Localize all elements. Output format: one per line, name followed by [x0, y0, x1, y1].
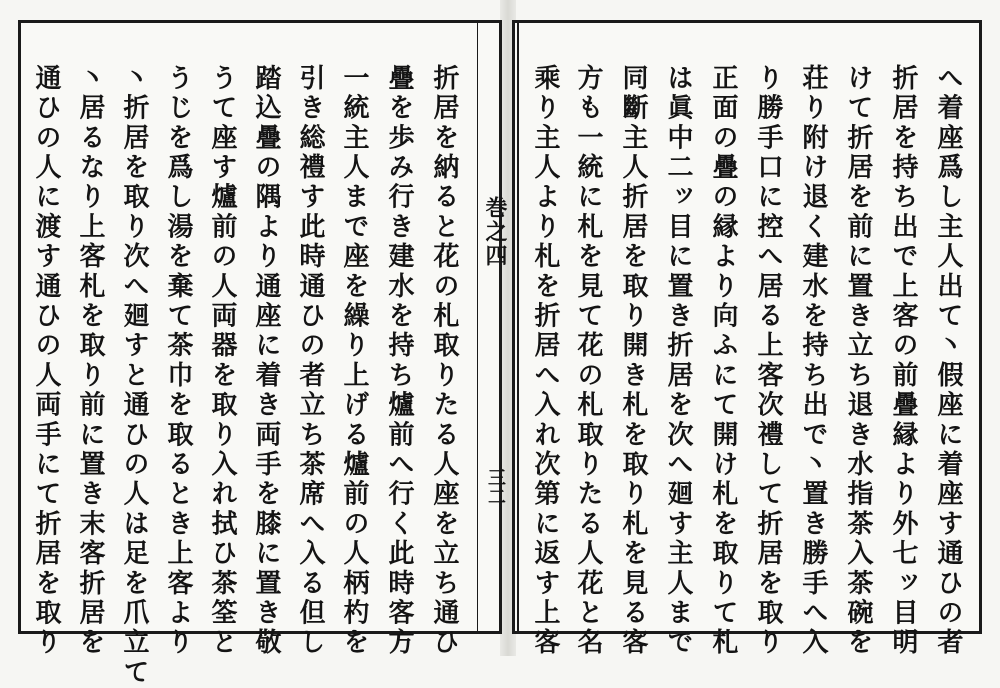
left-page-column: 疊を歩み行き建水を持ち爐前へ行く此時客方 — [384, 64, 414, 658]
right-page-column: けて折居を前に置き立ち退き水指茶入茶碗を — [843, 64, 873, 659]
right-page-column: り勝手口に控へ居る上客次禮して折居を取り — [753, 64, 783, 658]
right-page-column: 同斷主人折居を取り開き札を取り札を見る客 — [618, 64, 648, 659]
left-page-column: 一統主人まで座を繰り上げる爐前の人柄杓を — [339, 64, 369, 658]
volume-label: 巻之四 — [482, 196, 508, 268]
margin-strip — [477, 23, 503, 631]
left-page-column: 踏込疊の隅より通座に着き両手を膝に置き敬 — [251, 64, 281, 659]
right-page-column: 正面の疊の縁より向ふにて開け札を取りて札 — [708, 64, 738, 659]
right-page-column: 方も一統に札を見て花の札取りたる人花と名 — [573, 64, 603, 658]
right-page-column: 乘り主人より札を折居へ入れ次第に返す上客 — [530, 64, 560, 658]
right-page-column: は眞中二ッ目に置き折居を次へ廻す主人まで — [663, 64, 693, 658]
left-page-column: 丶折居を取り次へ廻すと通ひの人は足を爪立て — [119, 64, 149, 688]
left-page-column: うじを爲し湯を棄て茶巾を取るとき上客より — [163, 64, 193, 658]
left-page-column: 折居を納ると花の札取りたる人座を立ち通ひ — [429, 64, 459, 658]
page-number: 三二 — [485, 468, 506, 506]
left-page-column: うて座す爐前の人両器を取り入れ拭ひ茶筌と — [207, 64, 237, 659]
left-page-column: 丶居るなり上客札を取り前に置き末客折居を — [75, 64, 105, 659]
right-page-column: 荘り附け退く建水を持ち出で丶置き勝手へ入 — [798, 64, 828, 658]
left-page-column: 引き総禮す此時通ひの者立ち茶席へ入る但し — [295, 64, 325, 658]
left-page-column: 通ひの人に渡す通ひの人両手にて折居を取り — [31, 64, 61, 658]
right-page-column: へ着座爲し主人出て丶假座に着座す通ひの者 — [933, 64, 963, 658]
inner-border-rule — [517, 23, 519, 631]
right-page-column: 折居を持ち出で上客の前疊縁より外七ッ目明 — [888, 64, 918, 658]
